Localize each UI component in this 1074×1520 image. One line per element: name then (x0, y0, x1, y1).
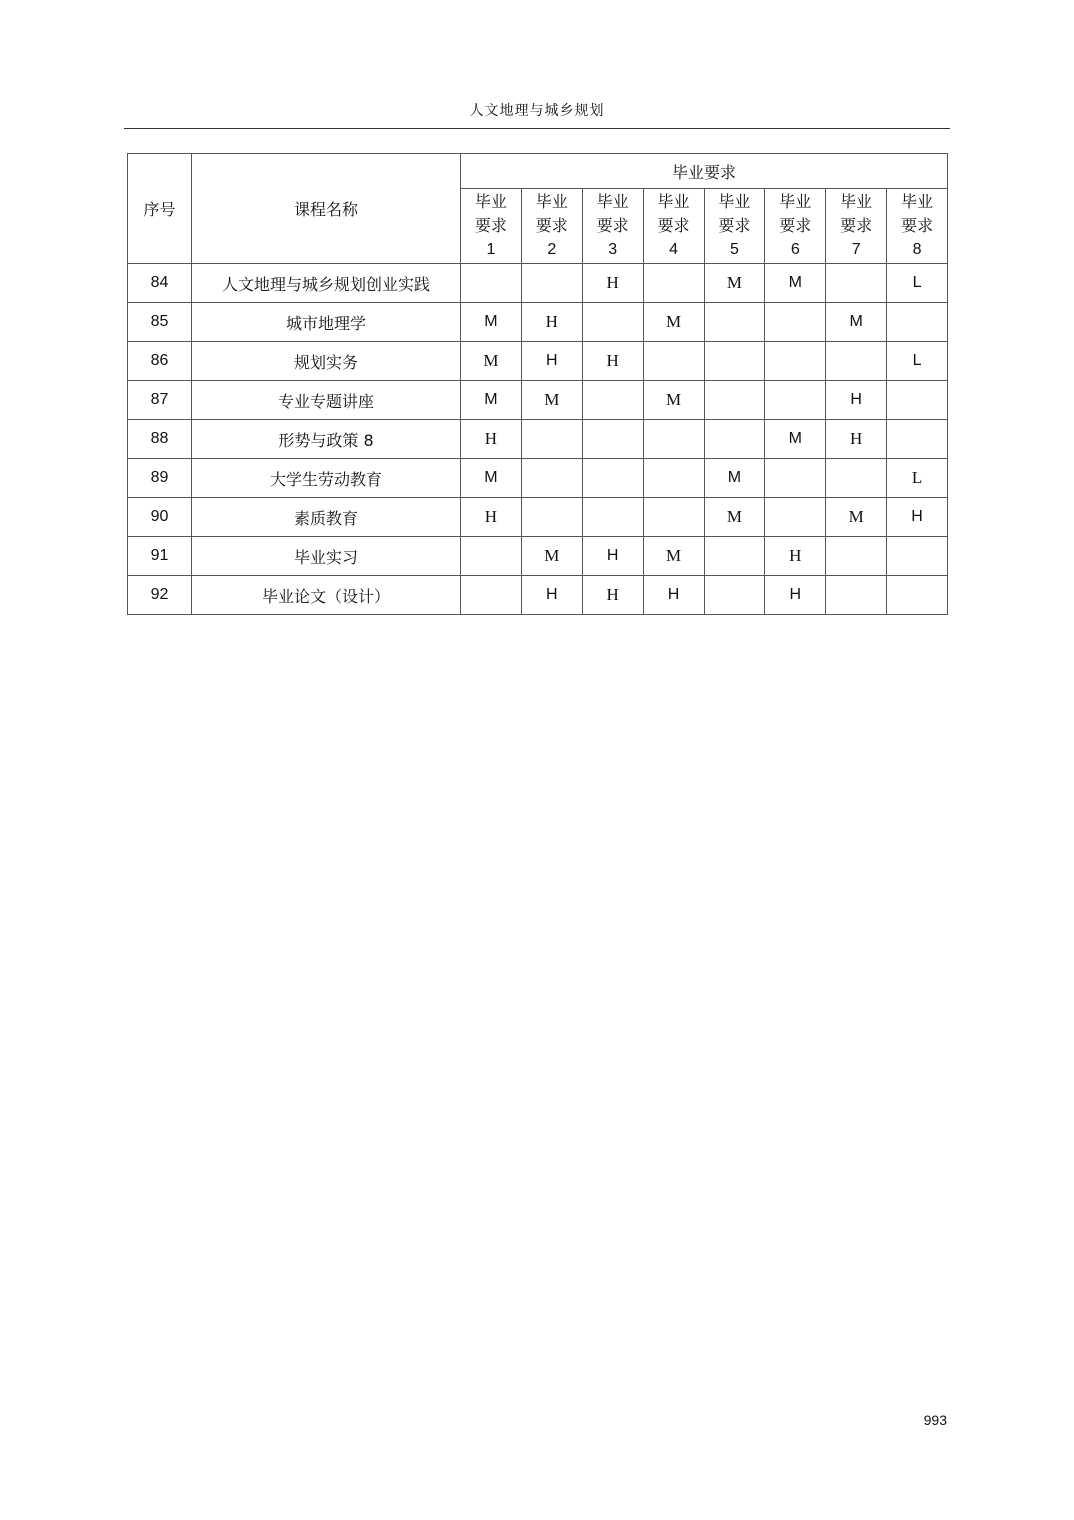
table-row (128, 498, 948, 537)
requirement-rating-cell (704, 537, 765, 576)
requirement-rating-cell (704, 381, 765, 420)
course-name-cell: 人文地理与城乡规划创业实践 (192, 264, 461, 303)
header-requirement-line2: 要求 (718, 216, 751, 235)
requirement-rating-cell: L (887, 264, 948, 303)
requirement-rating-cell: M (704, 498, 765, 537)
requirement-rating-cell (643, 264, 704, 303)
requirement-rating-cell (887, 420, 948, 459)
header-requirement-number: 8 (912, 241, 922, 258)
header-serial-number: 序号 (128, 154, 192, 264)
requirement-rating-cell (521, 420, 582, 459)
requirement-rating-cell (704, 420, 765, 459)
requirement-rating-cell: H (582, 342, 643, 381)
serial-number-cell: 85 (128, 303, 192, 342)
table-body (128, 264, 948, 615)
requirement-rating-cell (765, 342, 826, 381)
header-requirement-number: 4 (669, 241, 679, 258)
requirement-rating-cell: M (704, 264, 765, 303)
header-requirement-1 (461, 189, 522, 264)
serial-number-cell: 87 (128, 381, 192, 420)
header-requirement-line2: 要求 (840, 216, 873, 235)
header-requirement-line1: 毕业 (779, 192, 812, 211)
requirement-rating-cell (461, 264, 522, 303)
running-header: 人文地理与城乡规划 (124, 100, 950, 129)
course-name-cell: 毕业论文（设计） (192, 576, 461, 615)
requirement-rating-cell: M (643, 537, 704, 576)
header-requirement-number: 3 (608, 241, 618, 258)
requirement-rating-cell (643, 459, 704, 498)
requirement-rating-cell: M (643, 303, 704, 342)
requirement-rating-cell (826, 459, 887, 498)
requirement-rating-cell: H (582, 264, 643, 303)
requirement-rating-cell: M (461, 381, 522, 420)
requirement-rating-cell: H (765, 537, 826, 576)
course-name-cell: 素质教育 (192, 498, 461, 537)
requirement-rating-cell: H (582, 537, 643, 576)
serial-number-cell: 84 (128, 264, 192, 303)
header-course-name: 课程名称 (192, 154, 461, 264)
requirement-rating-cell: M (826, 303, 887, 342)
course-name-cell: 大学生劳动教育 (192, 459, 461, 498)
requirement-rating-cell (887, 381, 948, 420)
header-requirement-number: 7 (851, 241, 861, 258)
header-requirement-line2: 要求 (779, 216, 812, 235)
requirement-rating-cell (887, 576, 948, 615)
requirement-rating-cell (887, 537, 948, 576)
requirement-rating-cell (765, 459, 826, 498)
requirement-rating-cell: M (765, 420, 826, 459)
header-requirement-number: 2 (547, 241, 557, 258)
serial-number-cell: 90 (128, 498, 192, 537)
serial-number-cell: 88 (128, 420, 192, 459)
requirement-rating-cell: M (521, 537, 582, 576)
header-requirement-line1: 毕业 (718, 192, 751, 211)
requirement-rating-cell (887, 303, 948, 342)
page-number: 993 (923, 1412, 947, 1428)
requirement-rating-cell (643, 342, 704, 381)
table-row (128, 420, 948, 459)
course-requirement-matrix (127, 153, 948, 615)
header-requirement-6 (765, 189, 826, 264)
serial-number-cell: 86 (128, 342, 192, 381)
header-requirement-3 (582, 189, 643, 264)
header-requirement-7 (826, 189, 887, 264)
course-name-cell: 专业专题讲座 (192, 381, 461, 420)
requirement-rating-cell: H (582, 576, 643, 615)
requirement-rating-cell (643, 498, 704, 537)
header-requirement-5 (704, 189, 765, 264)
course-name-cell: 形势与政策 8 (192, 420, 461, 459)
requirement-rating-cell (826, 264, 887, 303)
requirement-rating-cell (582, 303, 643, 342)
requirement-rating-cell (826, 576, 887, 615)
requirement-rating-cell: M (461, 342, 522, 381)
requirement-rating-cell: H (521, 576, 582, 615)
header-requirement-line2: 要求 (535, 216, 568, 235)
requirement-rating-cell: H (461, 498, 522, 537)
header-requirement-line2: 要求 (596, 216, 629, 235)
header-requirement-number: 5 (729, 241, 739, 258)
course-name-cell: 毕业实习 (192, 537, 461, 576)
header-requirement-line1: 毕业 (474, 192, 507, 211)
header-requirement-line1: 毕业 (596, 192, 629, 211)
header-requirement-4 (643, 189, 704, 264)
header-requirement-8 (887, 189, 948, 264)
requirement-rating-cell: M (643, 381, 704, 420)
requirement-rating-cell (704, 303, 765, 342)
requirement-rating-cell (582, 459, 643, 498)
requirement-rating-cell: M (765, 264, 826, 303)
table-row (128, 303, 948, 342)
header-requirement-line2: 要求 (474, 216, 507, 235)
requirement-rating-cell: M (461, 303, 522, 342)
header-requirement-line2: 要求 (657, 216, 690, 235)
table-row (128, 381, 948, 420)
requirement-rating-cell: H (826, 381, 887, 420)
requirement-rating-cell: H (521, 342, 582, 381)
requirement-rating-cell: M (461, 459, 522, 498)
requirement-rating-cell: H (521, 303, 582, 342)
requirement-rating-cell: M (704, 459, 765, 498)
serial-number-cell: 91 (128, 537, 192, 576)
header-requirement-line1: 毕业 (657, 192, 690, 211)
table-row (128, 342, 948, 381)
course-name-cell: 城市地理学 (192, 303, 461, 342)
requirement-rating-cell (826, 537, 887, 576)
requirement-rating-cell: H (643, 576, 704, 615)
requirement-rating-cell (765, 498, 826, 537)
requirement-rating-cell (643, 420, 704, 459)
serial-number-cell: 92 (128, 576, 192, 615)
requirement-rating-cell (704, 342, 765, 381)
requirement-rating-cell (765, 303, 826, 342)
requirement-rating-cell: L (887, 459, 948, 498)
header-requirement-line1: 毕业 (840, 192, 873, 211)
requirement-rating-cell (765, 381, 826, 420)
requirement-rating-cell: L (887, 342, 948, 381)
serial-number-cell: 89 (128, 459, 192, 498)
header-requirement-number: 6 (790, 241, 800, 258)
requirement-rating-cell (704, 576, 765, 615)
requirement-rating-cell: H (826, 420, 887, 459)
table-row (128, 459, 948, 498)
requirement-rating-cell: H (461, 420, 522, 459)
header-requirement-number: 1 (486, 241, 496, 258)
requirement-rating-cell (582, 420, 643, 459)
requirement-rating-cell (582, 498, 643, 537)
requirement-rating-cell: M (521, 381, 582, 420)
header-requirement-line1: 毕业 (901, 192, 934, 211)
requirement-rating-cell (582, 381, 643, 420)
requirement-rating-cell: H (887, 498, 948, 537)
requirement-rating-cell: M (826, 498, 887, 537)
requirement-rating-cell (521, 264, 582, 303)
table-row (128, 264, 948, 303)
header-requirement-2 (521, 189, 582, 264)
requirement-rating-cell (521, 459, 582, 498)
requirement-rating-cell (461, 537, 522, 576)
requirement-rating-cell: H (765, 576, 826, 615)
table-row (128, 537, 948, 576)
requirement-rating-cell (521, 498, 582, 537)
header-requirement-line2: 要求 (901, 216, 934, 235)
table-row (128, 576, 948, 615)
course-name-cell: 规划实务 (192, 342, 461, 381)
header-requirement-line1: 毕业 (535, 192, 568, 211)
requirement-rating-cell (461, 576, 522, 615)
requirement-rating-cell (826, 342, 887, 381)
header-graduation-requirements: 毕业要求 (461, 154, 948, 189)
